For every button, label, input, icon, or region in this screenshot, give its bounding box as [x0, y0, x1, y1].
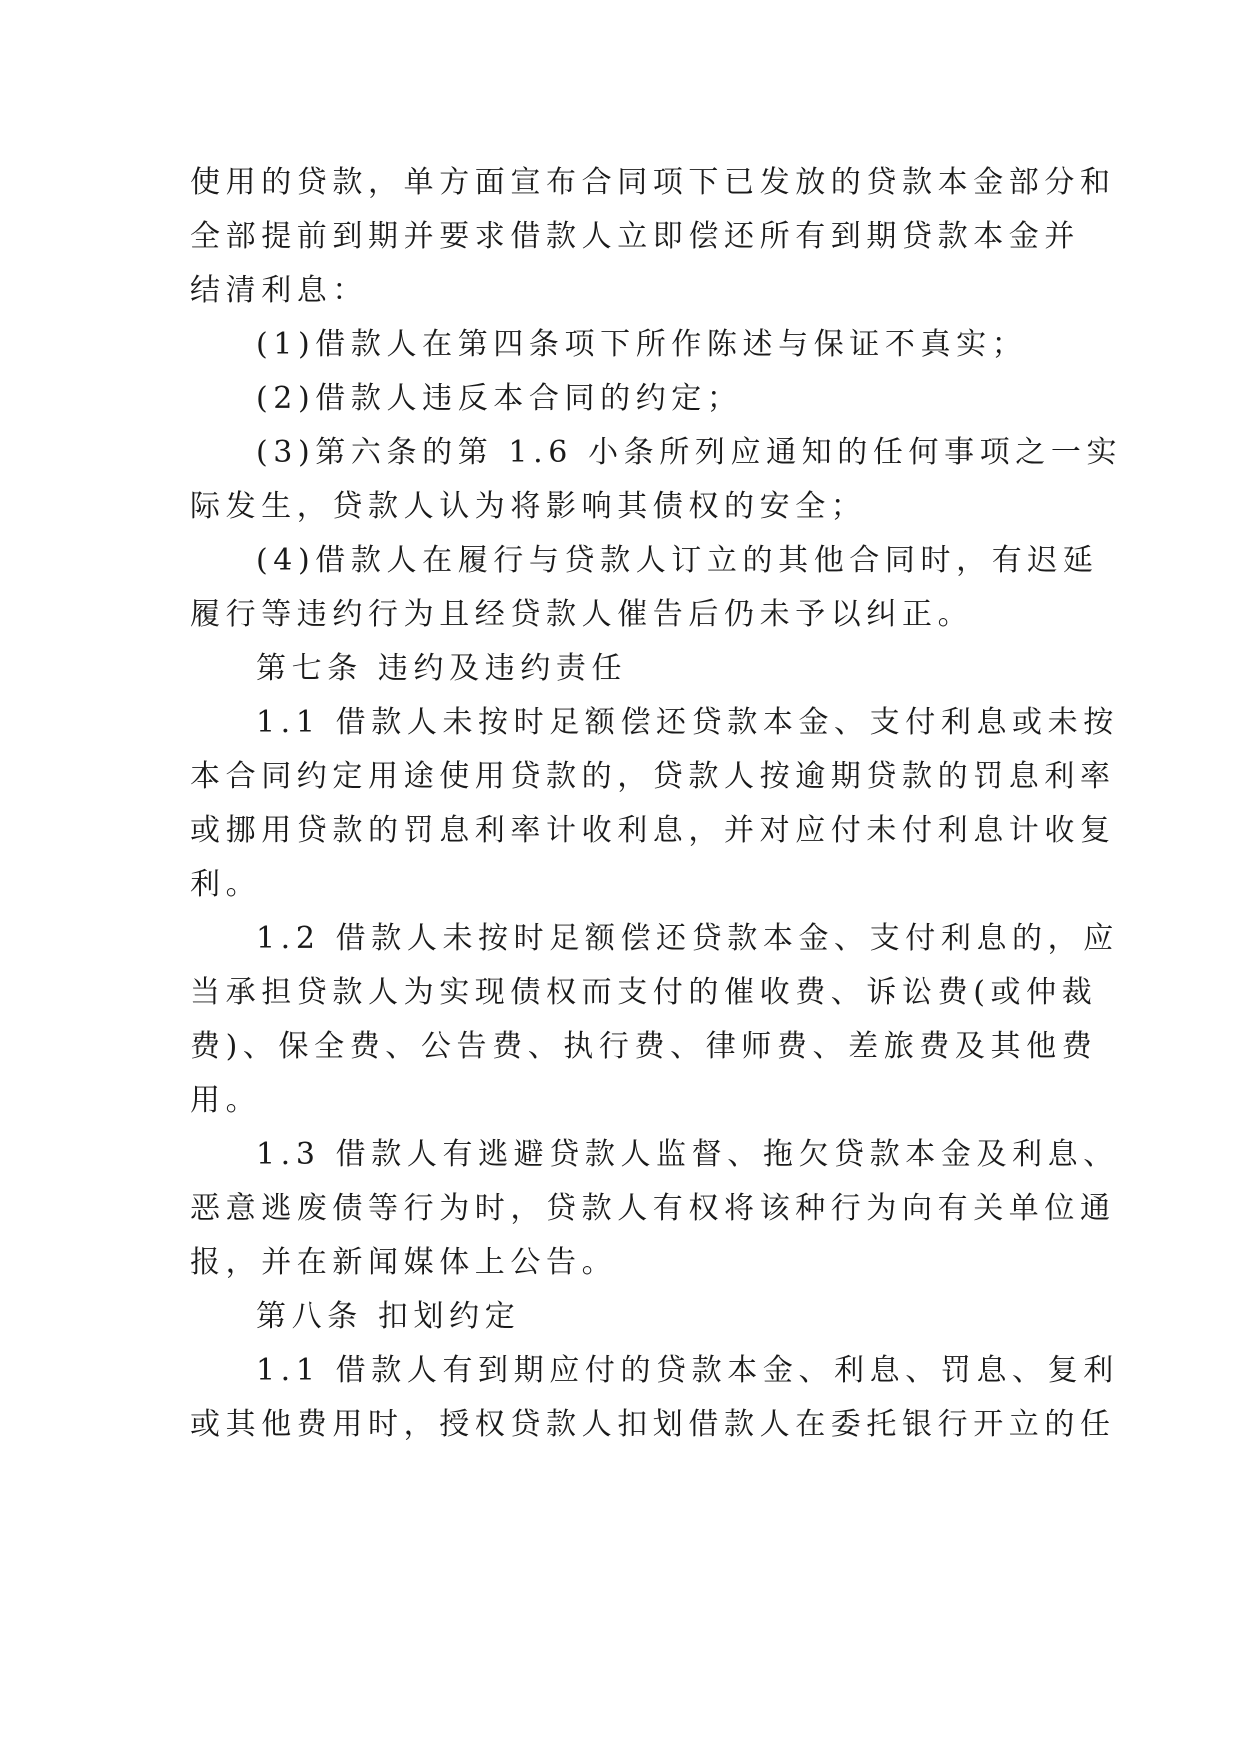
text-line: 或挪用贷款的罚息利率计收利息，并对应付未付利息计收复	[190, 813, 1116, 848]
text-line: 本合同约定用途使用贷款的，贷款人按逾期贷款的罚息利率	[190, 759, 1116, 794]
text-line: 使用的贷款，单方面宣布合同项下已发放的贷款本金部分和	[190, 165, 1116, 200]
text-line: 全部提前到期并要求借款人立即偿还所有到期贷款本金并	[190, 219, 1080, 254]
clause-line: 1.1 借款人未按时足额偿还贷款本金、支付利息或未按	[256, 705, 1119, 740]
text-line: 当承担贷款人为实现债权而支付的催收费、诉讼费(或仲裁	[190, 975, 1098, 1010]
text-line: 履行等违约行为且经贷款人催告后仍未予以纠正。	[190, 597, 974, 632]
text-line: 用。	[190, 1083, 262, 1118]
text-line: 费)、保全费、公告费、执行费、律师费、差旅费及其他费	[190, 1029, 1098, 1064]
article-heading: 第八条 扣划约定	[256, 1299, 521, 1334]
text-line: 或其他费用时，授权贷款人扣划借款人在委托银行开立的任	[190, 1407, 1116, 1442]
list-item: (3)第六条的第 1.6 小条所列应通知的任何事项之一实	[256, 435, 1123, 470]
text-line: 际发生，贷款人认为将影响其债权的安全；	[190, 489, 867, 524]
list-item: (4)借款人在履行与贷款人订立的其他合同时，有迟延	[256, 543, 1099, 578]
text-line: 利。	[190, 867, 262, 902]
text-line: 结清利息：	[190, 273, 368, 308]
clause-line: 1.2 借款人未按时足额偿还贷款本金、支付利息的，应	[256, 921, 1119, 956]
text-line: 恶意逃废债等行为时，贷款人有权将该种行为向有关单位通	[190, 1191, 1116, 1226]
clause-line: 1.1 借款人有到期应付的贷款本金、利息、罚息、复利	[256, 1353, 1119, 1388]
text-line: 报，并在新闻媒体上公告。	[190, 1245, 618, 1280]
list-item: (2)借款人违反本合同的约定；	[256, 381, 743, 416]
list-item: (1)借款人在第四条项下所作陈述与保证不真实；	[256, 327, 1028, 362]
clause-line: 1.3 借款人有逃避贷款人监督、拖欠贷款本金及利息、	[256, 1137, 1119, 1172]
article-heading: 第七条 违约及违约责任	[256, 651, 628, 686]
